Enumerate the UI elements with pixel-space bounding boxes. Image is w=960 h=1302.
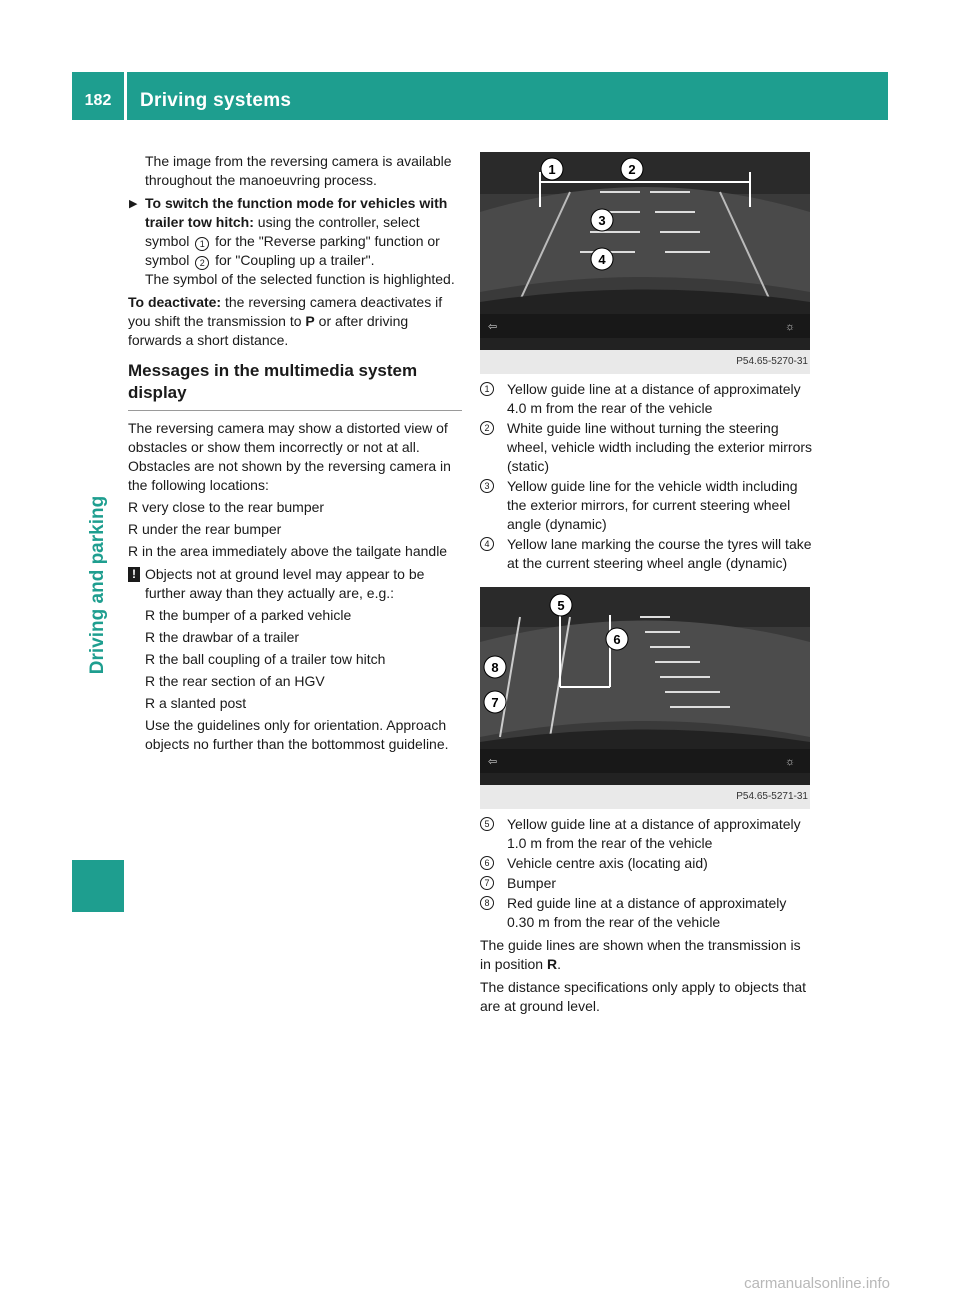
list-item: R very close to the rear bumper — [128, 499, 325, 515]
deactivate-label: To deactivate: — [128, 294, 222, 310]
locations-list — [128, 498, 462, 561]
warning-block — [128, 565, 462, 754]
list-item: R under the rear bumper — [128, 521, 282, 537]
legend-text: Yellow guide line at a distance of approximately 4.0 m from the rear of the vehicle — [507, 381, 801, 416]
svg-text:6: 6 — [613, 632, 621, 647]
side-tab — [72, 120, 124, 1250]
instruction-step — [128, 194, 462, 289]
list-item: R the ball coupling of a trailer tow hitch — [145, 651, 386, 667]
list-item — [480, 894, 814, 932]
symbol-1-icon: 1 — [195, 237, 209, 251]
svg-text:8: 8 — [491, 660, 499, 675]
number-1-icon: 1 — [480, 382, 494, 396]
step-text: for "Coupling up a trailer". — [211, 252, 375, 268]
symbol-2-icon: 2 — [195, 256, 209, 270]
side-tab-label: Driving and parking — [87, 495, 108, 675]
list-item — [480, 535, 814, 573]
note-text: The guide lines are shown when the transmission is in position — [480, 937, 801, 972]
list-item: R the bumper of a parked vehicle — [145, 607, 352, 623]
deactivate-text: or after driving forwards a short distance. — [128, 313, 409, 348]
list-item — [480, 874, 814, 893]
svg-text:☼: ☼ — [785, 756, 796, 768]
legend-text: Red guide line at a distance of approximately 0.30 m from the rear of the vehicle — [507, 895, 787, 930]
gear-p: P — [305, 313, 315, 329]
svg-text:⇦: ⇦ — [488, 756, 498, 768]
figure-code: P54.65-5270-31 — [736, 356, 808, 367]
closing-text: Use the guidelines only for orientation. Approach objects no further than the bottommost guideline. — [145, 717, 449, 752]
svg-text:7: 7 — [491, 695, 499, 710]
list-item-text: under the rear bumper — [142, 521, 282, 537]
left-column — [128, 152, 462, 754]
legend-text: White guide line without turning the steering wheel, vehicle width including the exterior mirrors (static) — [507, 420, 813, 474]
distance-note: The distance specifications only apply to objects that are at ground level. — [480, 979, 807, 1014]
legend-text: Vehicle centre axis (locating aid) — [507, 855, 708, 871]
messages-intro: The reversing camera may show a distorted view of obstacles or show them incorrectly or not at all. Obstacles are not shown by the reversing camera in the following locations: — [128, 420, 451, 493]
legend-text: Yellow guide line at a distance of approximately 1.0 m from the rear of the vehicle — [507, 816, 801, 851]
svg-text:1: 1 — [548, 162, 556, 177]
step-note: The symbol of the selected function is highlighted. — [145, 271, 455, 287]
list-item — [480, 854, 814, 873]
messages-heading: Messages in the multimedia system display — [128, 360, 462, 411]
page-number: 182 — [84, 92, 112, 109]
step-heading: To switch the function mode for vehicles with trailer tow hitch: — [145, 195, 448, 230]
legend-text: Bumper — [507, 875, 557, 891]
page-header — [72, 72, 888, 120]
number-7-icon: 7 — [480, 876, 494, 890]
gear-r: R — [546, 956, 558, 972]
transmission-note — [480, 936, 814, 974]
legend-text: Yellow guide line for the vehicle width including the exterior mirrors, for current steering wheel angle (dynamic) — [507, 478, 798, 532]
note-text: . — [557, 956, 561, 972]
warning-text: Objects not at ground level may appear to be further away than they actually are, e.g.: — [145, 566, 425, 601]
header-divider — [124, 72, 127, 120]
list-item: R the rear section of an HGV — [145, 673, 325, 689]
number-2-icon: 2 — [480, 421, 494, 435]
warning-list — [145, 606, 462, 713]
warning-icon: ! — [128, 567, 140, 582]
camera-image-2 — [480, 587, 810, 809]
list-item — [480, 815, 814, 853]
svg-text:⇦: ⇦ — [488, 321, 498, 333]
step-arrow-icon: ▶ — [129, 198, 138, 210]
list-item-text: very close to the rear bumper — [142, 499, 325, 515]
deactivate-paragraph — [128, 293, 462, 350]
step-text: using the controller, select symbol — [145, 214, 420, 249]
side-tab-marker — [72, 860, 124, 912]
list-item-text: the bumper of a parked vehicle — [159, 607, 352, 623]
list-item: R in the area immediately above the tailgate handle — [128, 543, 448, 559]
camera-image-1 — [480, 152, 810, 374]
legend-list-1 — [480, 380, 814, 573]
right-column — [480, 152, 814, 1016]
list-item-text: the rear section of an HGV — [159, 673, 325, 689]
number-4-icon: 4 — [480, 537, 494, 551]
svg-text:4: 4 — [598, 252, 606, 267]
number-6-icon: 6 — [480, 856, 494, 870]
number-5-icon: 5 — [480, 817, 494, 831]
figure-code: P54.65-5271-31 — [736, 791, 808, 802]
camera-view-1 — [480, 152, 810, 374]
svg-text:3: 3 — [598, 213, 606, 228]
number-8-icon: 8 — [480, 896, 494, 910]
list-item-text: a slanted post — [159, 695, 247, 711]
deactivate-text: the reversing camera deactivates if you shift the transmission to — [128, 294, 443, 329]
step-text: for the "Reverse parking" function or symbol — [145, 233, 440, 268]
list-item: R the drawbar of a trailer — [145, 629, 300, 645]
list-item — [480, 419, 814, 476]
list-item-text: the drawbar of a trailer — [159, 629, 300, 645]
svg-text:☼: ☼ — [785, 321, 796, 333]
list-item — [480, 477, 814, 534]
list-item-text: the ball coupling of a trailer tow hitch — [159, 651, 386, 667]
number-3-icon: 3 — [480, 479, 494, 493]
list-item — [480, 380, 814, 418]
section-title: Driving systems — [140, 90, 292, 111]
legend-text: Yellow lane marking the course the tyres will take at the current steering wheel angle (dynamic) — [507, 536, 812, 571]
list-item-text: in the area immediately above the tailgate handle — [142, 543, 448, 559]
legend-list-2 — [480, 815, 814, 932]
list-item: R a slanted post — [145, 695, 247, 711]
camera-view-2 — [480, 587, 810, 809]
svg-text:5: 5 — [557, 598, 565, 613]
svg-text:2: 2 — [628, 162, 636, 177]
watermark: carmanualsonline.info — [744, 1275, 890, 1292]
intro-paragraph: The image from the reversing camera is available throughout the manoeuvring process. — [145, 153, 452, 188]
